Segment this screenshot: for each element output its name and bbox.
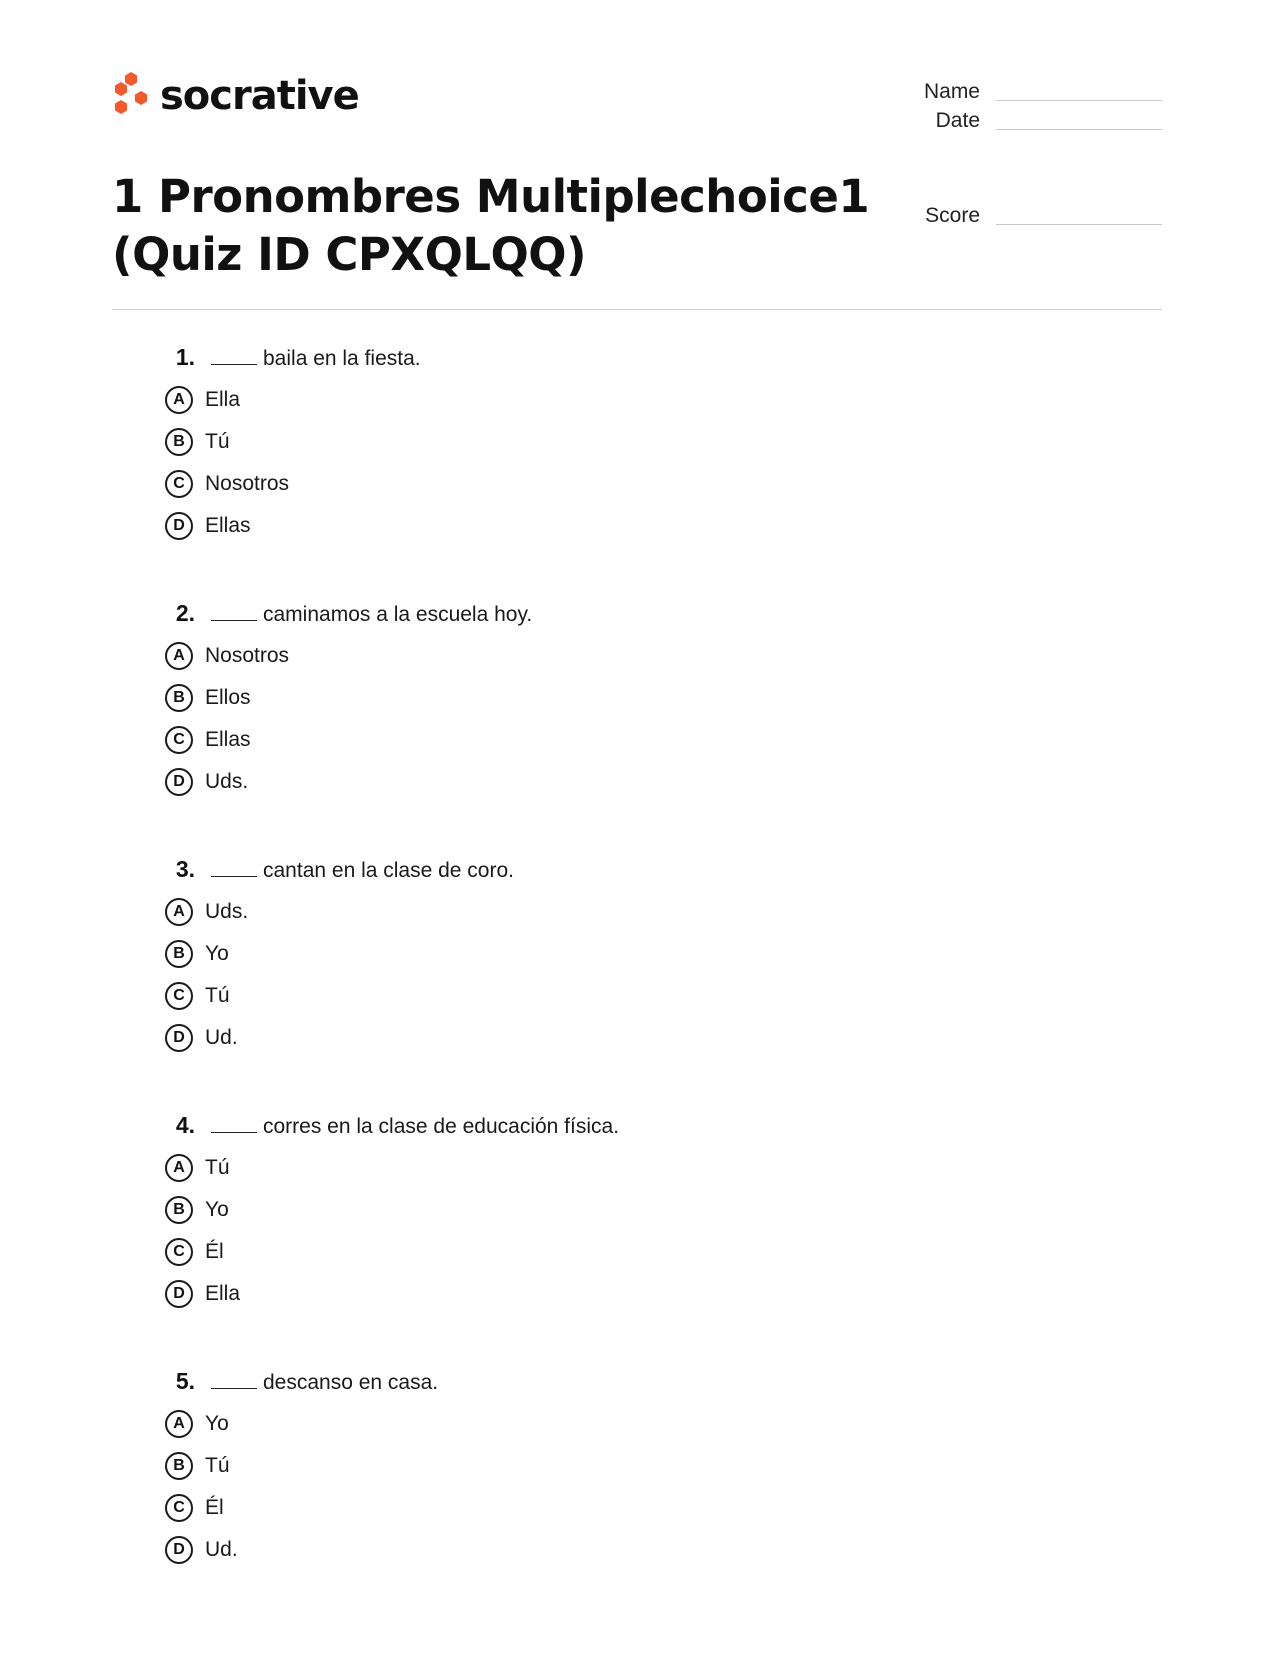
option-c[interactable] (165, 468, 1065, 500)
option-b[interactable] (165, 682, 1065, 714)
title-line-1: 1 Pronombres Multiplechoice1 (112, 170, 870, 223)
option-d[interactable] (165, 1022, 1065, 1054)
question-stem (165, 1112, 1065, 1142)
option-bubble[interactable]: B (165, 940, 193, 968)
option-a[interactable] (165, 1152, 1065, 1184)
option-a[interactable] (165, 1408, 1065, 1440)
answer-blank (211, 1368, 257, 1389)
option-bubble[interactable]: D (165, 1280, 193, 1308)
question-3 (165, 856, 1065, 1112)
question-stem (165, 600, 1065, 630)
option-bubble[interactable]: C (165, 726, 193, 754)
option-c[interactable] (165, 1492, 1065, 1524)
option-a[interactable] (165, 896, 1065, 928)
page-title (112, 168, 872, 284)
option-text: Ellas (205, 514, 251, 537)
date-field[interactable] (912, 105, 1162, 135)
option-d[interactable] (165, 1534, 1065, 1566)
option-c[interactable] (165, 980, 1065, 1012)
option-text: Tú (205, 984, 230, 1007)
option-bubble[interactable]: A (165, 386, 193, 414)
question-number: 5. (175, 1368, 195, 1394)
option-text: Ellos (205, 686, 251, 709)
option-bubble[interactable]: C (165, 1494, 193, 1522)
question-stem (165, 856, 1065, 886)
option-d[interactable] (165, 1278, 1065, 1310)
option-bubble[interactable]: A (165, 1410, 193, 1438)
option-bubble[interactable]: B (165, 684, 193, 712)
option-bubble[interactable]: A (165, 1154, 193, 1182)
score-label: Score (925, 204, 980, 227)
date-label: Date (935, 109, 980, 132)
option-text: Yo (205, 1412, 229, 1435)
option-text: Uds. (205, 900, 249, 923)
option-bubble[interactable]: C (165, 470, 193, 498)
question-list (165, 344, 1065, 1624)
name-field[interactable] (912, 76, 1162, 106)
answer-blank (211, 1112, 257, 1133)
question-5 (165, 1368, 1065, 1624)
option-bubble[interactable]: A (165, 642, 193, 670)
option-bubble[interactable]: B (165, 1452, 193, 1480)
question-number: 4. (175, 1112, 195, 1138)
option-c[interactable] (165, 1236, 1065, 1268)
option-text: Ud. (205, 1026, 238, 1049)
answer-blank (211, 600, 257, 621)
option-b[interactable] (165, 426, 1065, 458)
question-number: 1. (175, 344, 195, 370)
question-stem (165, 1368, 1065, 1398)
option-text: Ud. (205, 1538, 238, 1561)
option-bubble[interactable]: A (165, 898, 193, 926)
score-line[interactable] (996, 224, 1162, 225)
question-1 (165, 344, 1065, 600)
name-label: Name (923, 80, 980, 103)
hexagon-cluster-icon (112, 72, 150, 120)
question-text: cantan en la clase de coro. (263, 859, 514, 882)
option-text: Nosotros (205, 644, 290, 667)
option-bubble[interactable]: B (165, 1196, 193, 1224)
option-text: Él (205, 1496, 224, 1519)
option-text: Tú (205, 1454, 230, 1477)
question-2 (165, 600, 1065, 856)
answer-blank (211, 856, 257, 877)
option-text: Yo (205, 1198, 229, 1221)
header-divider (112, 309, 1162, 310)
date-line[interactable] (996, 129, 1162, 130)
option-text: Uds. (205, 770, 249, 793)
option-text: Tú (205, 1156, 230, 1179)
question-number: 3. (175, 856, 195, 882)
option-d[interactable] (165, 766, 1065, 798)
question-text: caminamos a la escuela hoy. (263, 603, 533, 626)
question-number: 2. (175, 600, 195, 626)
brand-name: socrative (160, 73, 359, 119)
question-4 (165, 1112, 1065, 1368)
option-a[interactable] (165, 640, 1065, 672)
option-bubble[interactable]: C (165, 982, 193, 1010)
option-bubble[interactable]: B (165, 428, 193, 456)
option-text: Ellas (205, 728, 251, 751)
option-bubble[interactable]: D (165, 768, 193, 796)
answer-blank (211, 344, 257, 365)
option-text: Tú (205, 430, 230, 453)
option-text: Él (205, 1240, 224, 1263)
worksheet-header (112, 72, 1162, 312)
option-text: Nosotros (205, 472, 290, 495)
option-b[interactable] (165, 1194, 1065, 1226)
option-a[interactable] (165, 384, 1065, 416)
option-d[interactable] (165, 510, 1065, 542)
option-text: Ella (205, 1282, 241, 1305)
question-text: corres en la clase de educación física. (263, 1115, 620, 1138)
title-line-2: (Quiz ID CPXQLQQ) (112, 228, 587, 281)
question-text: descanso en casa. (263, 1371, 439, 1394)
option-bubble[interactable]: D (165, 1536, 193, 1564)
name-line[interactable] (996, 100, 1162, 101)
option-text: Ella (205, 388, 241, 411)
question-stem (165, 344, 1065, 374)
score-field[interactable] (912, 200, 1162, 230)
option-b[interactable] (165, 938, 1065, 970)
socrative-logo (112, 72, 359, 120)
option-text: Yo (205, 942, 229, 965)
question-text: baila en la fiesta. (263, 347, 421, 370)
option-bubble[interactable]: D (165, 512, 193, 540)
option-b[interactable] (165, 1450, 1065, 1482)
option-bubble[interactable]: C (165, 1238, 193, 1266)
option-bubble[interactable]: D (165, 1024, 193, 1052)
option-c[interactable] (165, 724, 1065, 756)
